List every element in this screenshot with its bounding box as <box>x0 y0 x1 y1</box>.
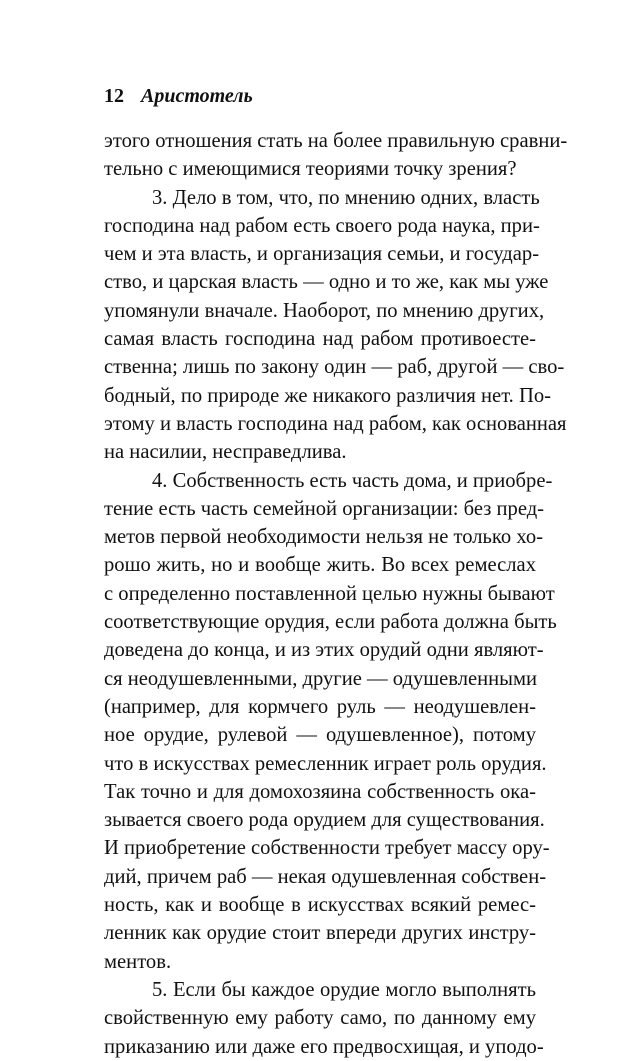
running-header <box>104 84 253 108</box>
text-line: (например, для кормчего руль — неодушевлен- <box>104 695 536 718</box>
text-line: ственна; лишь по закону один — раб, другой — сво- <box>104 356 565 379</box>
text-line: доведена до конца, и из этих орудий одни являют- <box>104 639 544 662</box>
text-line: этого отношения стать на более правильную сравни- <box>104 130 568 152</box>
paragraph-start-4: 4. Собственность есть часть дома, и приобре- <box>152 469 553 492</box>
text-line: господина над рабом есть своего рода наука, при- <box>104 214 540 237</box>
text-line: метов первой необходимости нельзя не только хо- <box>104 526 543 549</box>
text-line: тение есть часть семейной организации: без пред- <box>104 497 545 520</box>
text-line: дий, причем раб — некая одушевленная собствен- <box>104 865 547 888</box>
text-line: тельно с имеющимися теориями точку зрения? <box>104 158 517 181</box>
text-line: соответствующие орудия, если работа должна быть <box>104 611 557 634</box>
text-line: Так точно и для домохозяина собственность ока- <box>104 780 536 803</box>
text-line: ство, и царская власть — одно и то же, как мы уже <box>104 271 549 294</box>
paragraph-start-3: 3. Дело в том, что, по мнению одних, власть <box>152 186 540 209</box>
text-line: ленник как орудие стоит впереди других инстру- <box>104 922 536 945</box>
text-line: на насилии, несправедлива. <box>104 441 347 464</box>
text-line: с определенно поставленной целью нужны бывают <box>104 582 555 605</box>
text-line: ментов. <box>104 950 172 973</box>
running-title: Аристотель <box>141 85 253 107</box>
text-line: что в искусствах ремесленник играет роль орудия. <box>104 752 547 775</box>
text-line: самая власть господина над рабом противоесте- <box>104 328 536 351</box>
text-line: этому и власть господина над рабом, как основанная <box>104 412 567 435</box>
text-line: зывается своего рода орудием для существования. <box>104 809 545 832</box>
page-number: 12 <box>104 85 124 107</box>
text-line: И приобретение собственности требует массу ору- <box>104 837 550 860</box>
text-line: ность, как и вообще в искусствах всякий ремес- <box>104 894 536 917</box>
text-line: ся неодушевленными, другие — одушевленными <box>104 667 538 690</box>
text-line: ное орудие, рулевой — одушевленное), потому <box>104 724 536 747</box>
text-line: чем и эта власть, и организация семьи, и государ- <box>104 243 540 266</box>
text-line: рошо жить, но и вообще жить. Во всех ремеслах <box>104 554 536 577</box>
text-line: приказанию или даже его предвосхищая, и уподо- <box>104 1035 544 1058</box>
text-line: упомянули вначале. Наоборот, по мнению других, <box>104 299 545 322</box>
text-line: свойственную ему работу само, по данному ему <box>104 1007 536 1030</box>
paragraph-start-5: 5. Если бы каждое орудие могло выполнять <box>152 978 536 1001</box>
body-text <box>104 127 568 1061</box>
text-line: бодный, по природе же никакого различия нет. По- <box>104 384 551 407</box>
